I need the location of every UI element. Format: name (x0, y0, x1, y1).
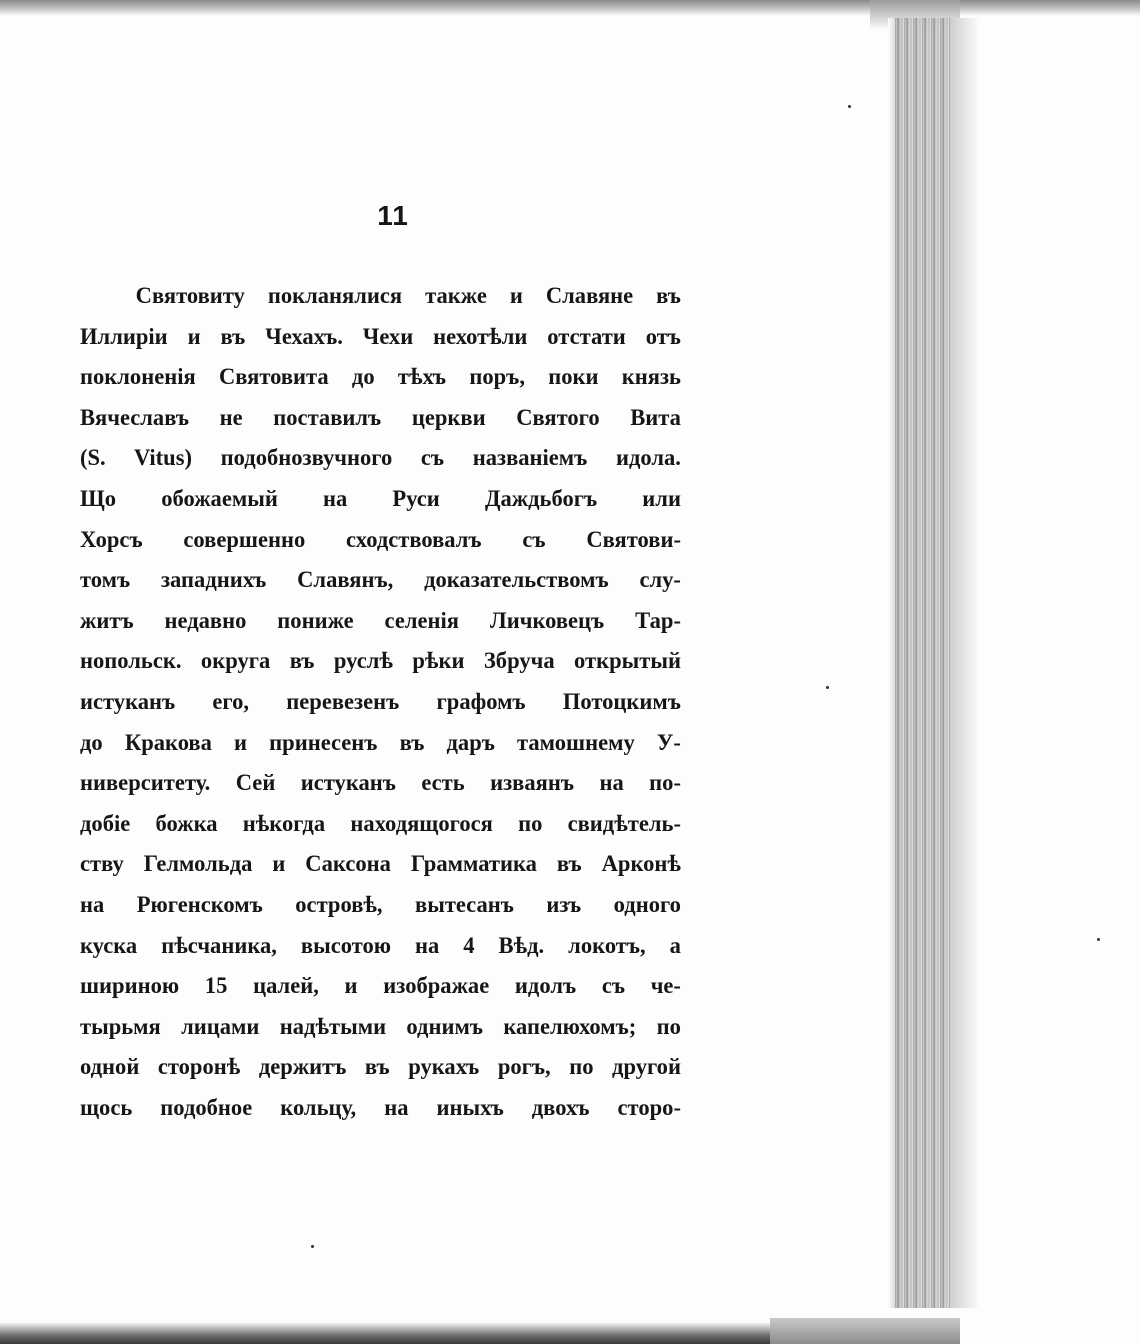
text-line: Святовиту покланялися также и Славяне въ (135, 283, 681, 309)
text-line: шириною 15 цалей, и изображае идолъ съ че- (80, 973, 681, 1000)
text-line: тырьмя лицами надѣтыми однимъ капелюхомъ; по (80, 1013, 681, 1040)
book-edge-fade (950, 18, 980, 1308)
text-line: Хорсъ совершенно сходствовалъ съ Святови- (80, 526, 681, 553)
text-line: (S. Vitus) подобнозвучного съ названіемъ идола. (80, 445, 681, 472)
text-line: Иллиріи и въ Чехахъ. Чехи нехотѣли отстати отъ (80, 323, 681, 350)
scan-bottom-edge (0, 1322, 770, 1344)
text-line: ниверситету. Сей истуканъ есть изваянъ на по- (80, 770, 681, 797)
text-line: добіе божка нѣкогда находящогося по свидѣтель- (80, 810, 681, 837)
text-line: ству Гелмольда и Саксона Грамматика въ Арконѣ (80, 851, 681, 878)
book-page-stack-edge (895, 18, 955, 1308)
speck-mark (311, 1245, 314, 1248)
text-line: томъ западнихъ Славянъ, доказательствомъ слу- (80, 567, 681, 594)
text-line: поклоненія Святовита до тѣхъ поръ, поки князь (80, 364, 681, 391)
speck-mark (848, 105, 851, 108)
text-line: до Кракова и принесенъ въ даръ тамошнему У- (80, 729, 681, 756)
page-number: 11 (377, 200, 409, 231)
text-line: житъ недавно пониже селенія Личковецъ Тар- (80, 607, 681, 634)
body-text (80, 276, 706, 1128)
speck-mark (1097, 938, 1100, 941)
text-line: одной сторонѣ держитъ въ рукахъ рогъ, по другой (80, 1054, 681, 1081)
text-line: щось подобное кольцу, на иныхъ двохъ сторо- (80, 1094, 681, 1121)
text-line: истуканъ его, перевезенъ графомъ Потоцкимъ (80, 688, 681, 715)
text-line: Що обожаемый на Руси Даждьбогъ или (80, 485, 681, 512)
text-line: куска пѣсчаника, высотою на 4 Вѣд. локотъ, а (80, 932, 681, 959)
text-line: Вячеславъ не поставилъ церкви Святого Вита (80, 404, 681, 431)
speck-mark (826, 686, 829, 689)
text-line: на Рюгенскомъ островѣ, вытесанъ изъ одного (80, 891, 681, 918)
scan-bottom-edge-right (770, 1318, 960, 1344)
scan-top-edge (0, 0, 1140, 16)
text-line: нопольск. округа въ руслѣ рѣки Збруча открытый (80, 648, 681, 675)
